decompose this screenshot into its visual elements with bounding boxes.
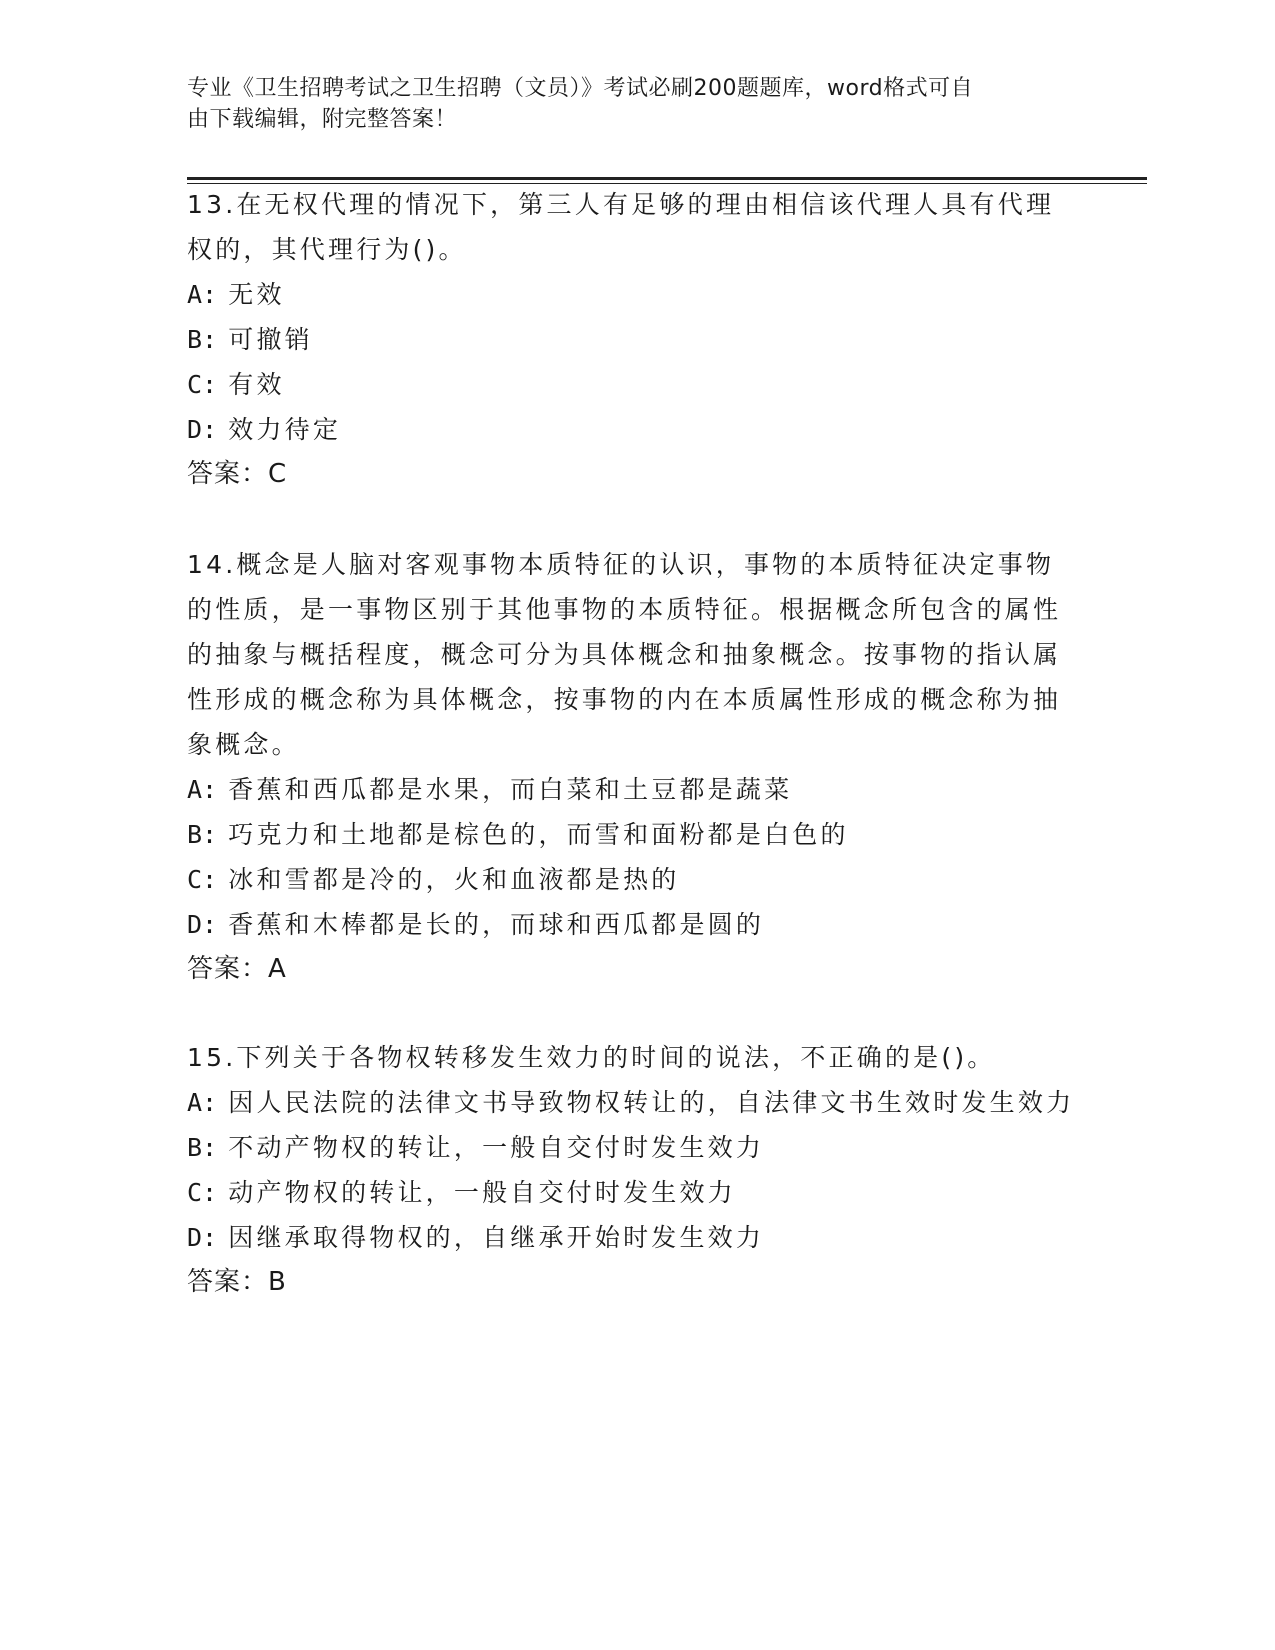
- option-key: A:: [187, 1088, 218, 1117]
- option-key: D:: [187, 910, 218, 939]
- option-c: [187, 857, 1077, 902]
- option-b: [187, 1125, 1077, 1170]
- option-a: [187, 272, 1077, 317]
- option-text: 因人民法院的法律文书导致物权转让的，自法律文书生效时发生效力: [228, 1088, 1075, 1117]
- option-text: 冰和雪都是冷的，火和血液都是热的: [228, 865, 680, 894]
- question-stem: 13.在无权代理的情况下，第三人有足够的理由相信该代理人具有代理权的，其代理行为()。: [187, 190, 1055, 264]
- option-c: [187, 362, 1077, 407]
- option-b: [187, 317, 1077, 362]
- answer-line: 答案：C: [187, 459, 288, 489]
- question-15: [187, 1035, 1077, 1305]
- option-text: 香蕉和木棒都是长的，而球和西瓜都是圆的: [228, 910, 765, 939]
- answer-line: 答案：B: [187, 1267, 287, 1297]
- answer-line: 答案：A: [187, 954, 287, 984]
- header-line-1: 专业《卫生招聘考试之卫生招聘（文员）》考试必刷200题题库，word格式可自: [187, 76, 974, 101]
- option-a: [187, 1080, 1077, 1125]
- option-key: C:: [187, 370, 218, 399]
- option-key: C:: [187, 865, 218, 894]
- option-text: 可撤销: [228, 325, 313, 354]
- question-stem: 15.下列关于各物权转移发生效力的时间的说法，不正确的是()。: [187, 1043, 996, 1072]
- option-key: D:: [187, 415, 218, 444]
- option-text: 香蕉和西瓜都是水果，而白菜和土豆都是蔬菜: [228, 775, 793, 804]
- option-d: [187, 407, 1077, 452]
- option-d: [187, 902, 1077, 947]
- option-key: C:: [187, 1178, 218, 1207]
- option-text: 效力待定: [228, 415, 342, 444]
- option-c: [187, 1170, 1077, 1215]
- option-text: 无效: [228, 280, 285, 309]
- document-header: [187, 73, 1067, 135]
- option-key: B:: [187, 1133, 218, 1162]
- option-key: B:: [187, 325, 218, 354]
- option-text: 巧克力和土地都是棕色的，而雪和面粉都是白色的: [228, 820, 849, 849]
- option-text: 动产物权的转让，一般自交付时发生效力: [228, 1178, 736, 1207]
- question-stem: 14.概念是人脑对客观事物本质特征的认识，事物的本质特征决定事物的性质，是一事物区别于其他事物的本质特征。根据概念所包含的属性的抽象与概括程度，概念可分为具体概念和抽象概念。按事物的指认属性形成的概念称为具体概念，按事物的内在本质属性形成的概念称为抽象概念。: [187, 550, 1062, 759]
- question-13: [187, 182, 1077, 497]
- header-line-2: 由下载编辑，附完整答案！: [187, 107, 458, 132]
- header-divider-thick: [187, 177, 1147, 180]
- option-a: [187, 767, 1077, 812]
- option-key: D:: [187, 1223, 218, 1252]
- option-key: B:: [187, 820, 218, 849]
- option-text: 因继承取得物权的，自继承开始时发生效力: [228, 1223, 765, 1252]
- option-key: A:: [187, 775, 218, 804]
- question-14: [187, 542, 1077, 992]
- option-b: [187, 812, 1077, 857]
- option-d: [187, 1215, 1077, 1260]
- option-text: 不动产物权的转让，一般自交付时发生效力: [228, 1133, 765, 1162]
- option-key: A:: [187, 280, 218, 309]
- option-text: 有效: [228, 370, 285, 399]
